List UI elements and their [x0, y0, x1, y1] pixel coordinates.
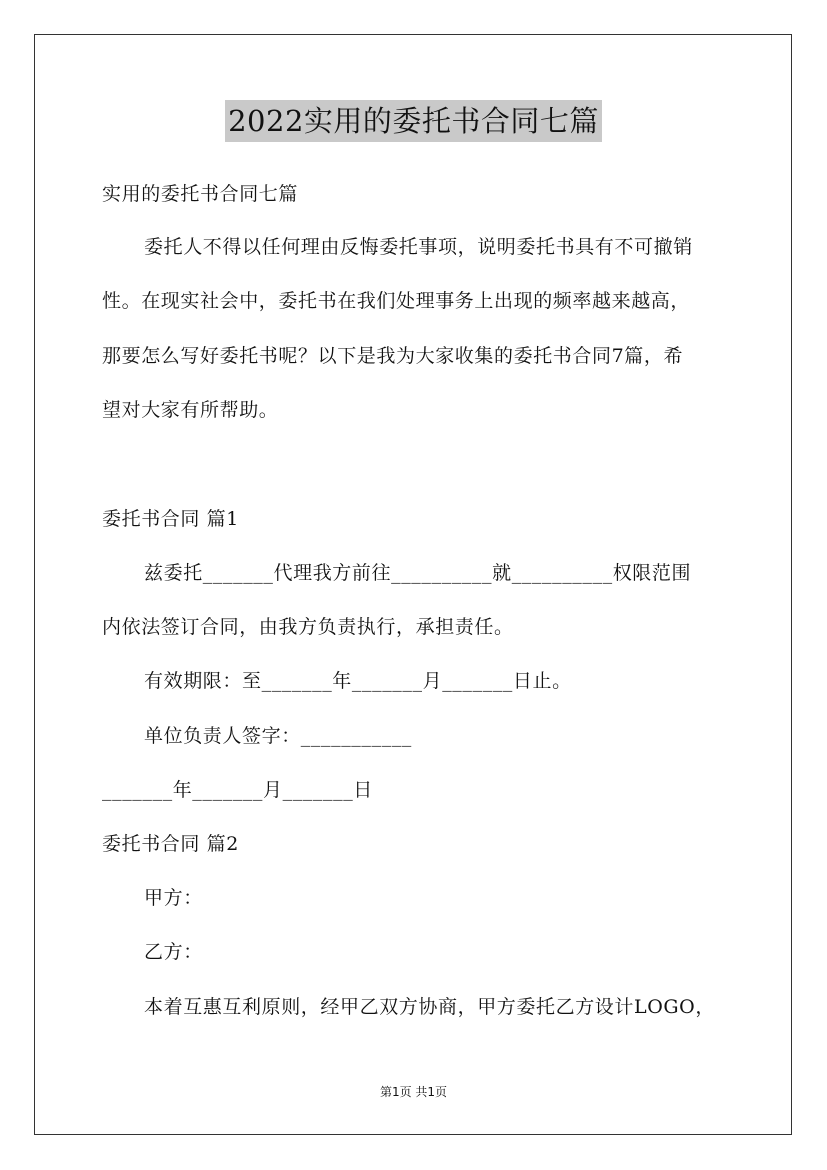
- section1-line-2: 内依法签订合同，由我方负责执行，承担责任。: [102, 616, 514, 638]
- date-line: _______年_______月_______日: [102, 779, 373, 801]
- document-title: 2022实用的委托书合同七篇: [225, 100, 602, 142]
- section2-line-1: 本着互惠互利原则，经甲乙双方协商，甲方委托乙方设计LOGO，: [144, 996, 715, 1018]
- party-a-line: 甲方：: [144, 887, 203, 909]
- subtitle-line: 实用的委托书合同七篇: [102, 183, 299, 205]
- intro-line-1: 委托人不得以任何理由反悔委托事项，说明委托书具有不可撤销: [144, 236, 693, 258]
- title-wrap: [0, 100, 827, 142]
- intro-line-2: 性。在现实社会中，委托书在我们处理事务上出现的频率越来越高，: [102, 290, 691, 312]
- intro-line-3: 那要怎么写好委托书呢？以下是我为大家收集的委托书合同7篇，希: [102, 345, 684, 367]
- party-b-line: 乙方：: [144, 941, 203, 963]
- section1-line-1: 兹委托_______代理我方前往__________就__________权限范围: [144, 562, 692, 584]
- section-heading-1: 委托书合同 篇1: [102, 508, 239, 530]
- intro-line-4: 望对大家有所帮助。: [102, 399, 279, 421]
- page-footer: 第1页 共1页: [379, 1085, 448, 1099]
- section-heading-2: 委托书合同 篇2: [102, 833, 239, 855]
- signature-line: 单位负责人签字：___________: [144, 725, 412, 747]
- validity-line: 有效期限：至_______年_______月_______日止。: [144, 670, 572, 692]
